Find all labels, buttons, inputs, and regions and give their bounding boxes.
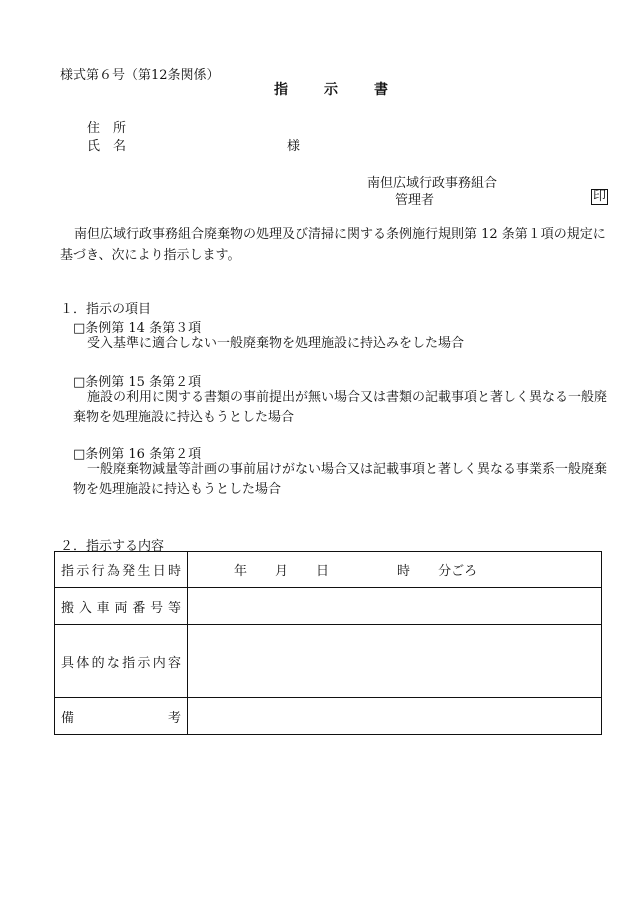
item2-label: □条例第 15 条第２項 xyxy=(73,375,202,390)
title-char: 指 xyxy=(274,82,288,98)
label-char: 搬 xyxy=(61,600,75,616)
item1-text: 受入基準に適合しない一般廃棄物を処理施設に持込みをした場合 xyxy=(87,336,465,351)
label-char: 為 xyxy=(106,564,120,579)
row-label-datetime xyxy=(55,552,188,588)
table-row xyxy=(55,588,602,625)
label-char: 時 xyxy=(167,564,181,579)
row-label-text xyxy=(61,597,181,616)
address-label: 住 所 xyxy=(87,121,127,136)
remarks-value[interactable] xyxy=(188,698,602,735)
row-label-remarks: 備 考 xyxy=(55,698,188,735)
label-char: 指 xyxy=(122,655,136,671)
item3-label: □条例第 16 条第２項 xyxy=(73,447,202,462)
title-char: 書 xyxy=(374,82,388,98)
form-number: 様式第６号（第12条関係） xyxy=(60,68,220,83)
label-char: 生 xyxy=(137,564,151,579)
label-char: 号 xyxy=(150,600,164,616)
datetime-value[interactable]: 年 月 日 時 分ごろ xyxy=(188,552,602,588)
content-table xyxy=(54,551,602,735)
label-char: 番 xyxy=(132,600,146,616)
label-char: 体 xyxy=(76,655,90,671)
table-row xyxy=(55,552,602,588)
label-char: 両 xyxy=(114,600,128,616)
item3-text: 一般廃棄物減量等計画の事前届けがない場合又は記載事項と著しく異なる事業系一般廃棄物を処理施設に持込もうとした場合 xyxy=(73,462,608,497)
item2-text: 施設の利用に関する書類の事前提出が無い場合又は書類の記載事項と著しく異なる一般廃棄物を処理施設に持込もうとした場合 xyxy=(73,390,608,425)
label-char: 示 xyxy=(76,564,90,579)
label-char: 容 xyxy=(167,655,181,671)
title-char: 示 xyxy=(324,82,338,98)
label-char: 的 xyxy=(91,655,105,671)
label-char: 具 xyxy=(61,655,75,671)
label-char: 車 xyxy=(96,600,110,616)
label-char: 発 xyxy=(122,564,136,579)
table-row xyxy=(55,625,602,698)
label-char: 示 xyxy=(137,655,151,671)
section1-heading: １．指示の項目 xyxy=(60,302,152,317)
row-label-vehicle xyxy=(55,588,188,625)
name-label: 氏 名 xyxy=(87,139,127,154)
seal-mark: 印 xyxy=(593,189,607,204)
vehicle-value[interactable] xyxy=(188,588,602,625)
document-title xyxy=(274,79,388,99)
label-char: 入 xyxy=(78,600,92,616)
label-char: な xyxy=(106,655,120,671)
item1-label: □条例第 14 条第３項 xyxy=(73,321,202,336)
label-char: 行 xyxy=(91,564,105,579)
label-char: 等 xyxy=(167,600,181,616)
label-char: 指 xyxy=(61,564,75,579)
table-row xyxy=(55,698,602,735)
label-char: 内 xyxy=(152,655,166,671)
label-char: 日 xyxy=(152,564,166,579)
section2-heading: ２．指示する内容 xyxy=(60,539,165,554)
issuer-organization: 南但広域行政事務組合 xyxy=(367,176,498,191)
intro-paragraph: 南但広域行政事務組合廃棄物の処理及び清掃に関する条例施行規則第 12 条第１項の規定に基づき、次により指示します。 xyxy=(60,227,606,263)
row-label-instruction xyxy=(55,625,188,698)
row-label-text xyxy=(61,560,181,579)
instruction-value[interactable] xyxy=(188,625,602,698)
honorific: 様 xyxy=(287,139,301,154)
issuer-manager: 管理者 xyxy=(395,193,435,208)
row-label-text xyxy=(61,652,181,671)
